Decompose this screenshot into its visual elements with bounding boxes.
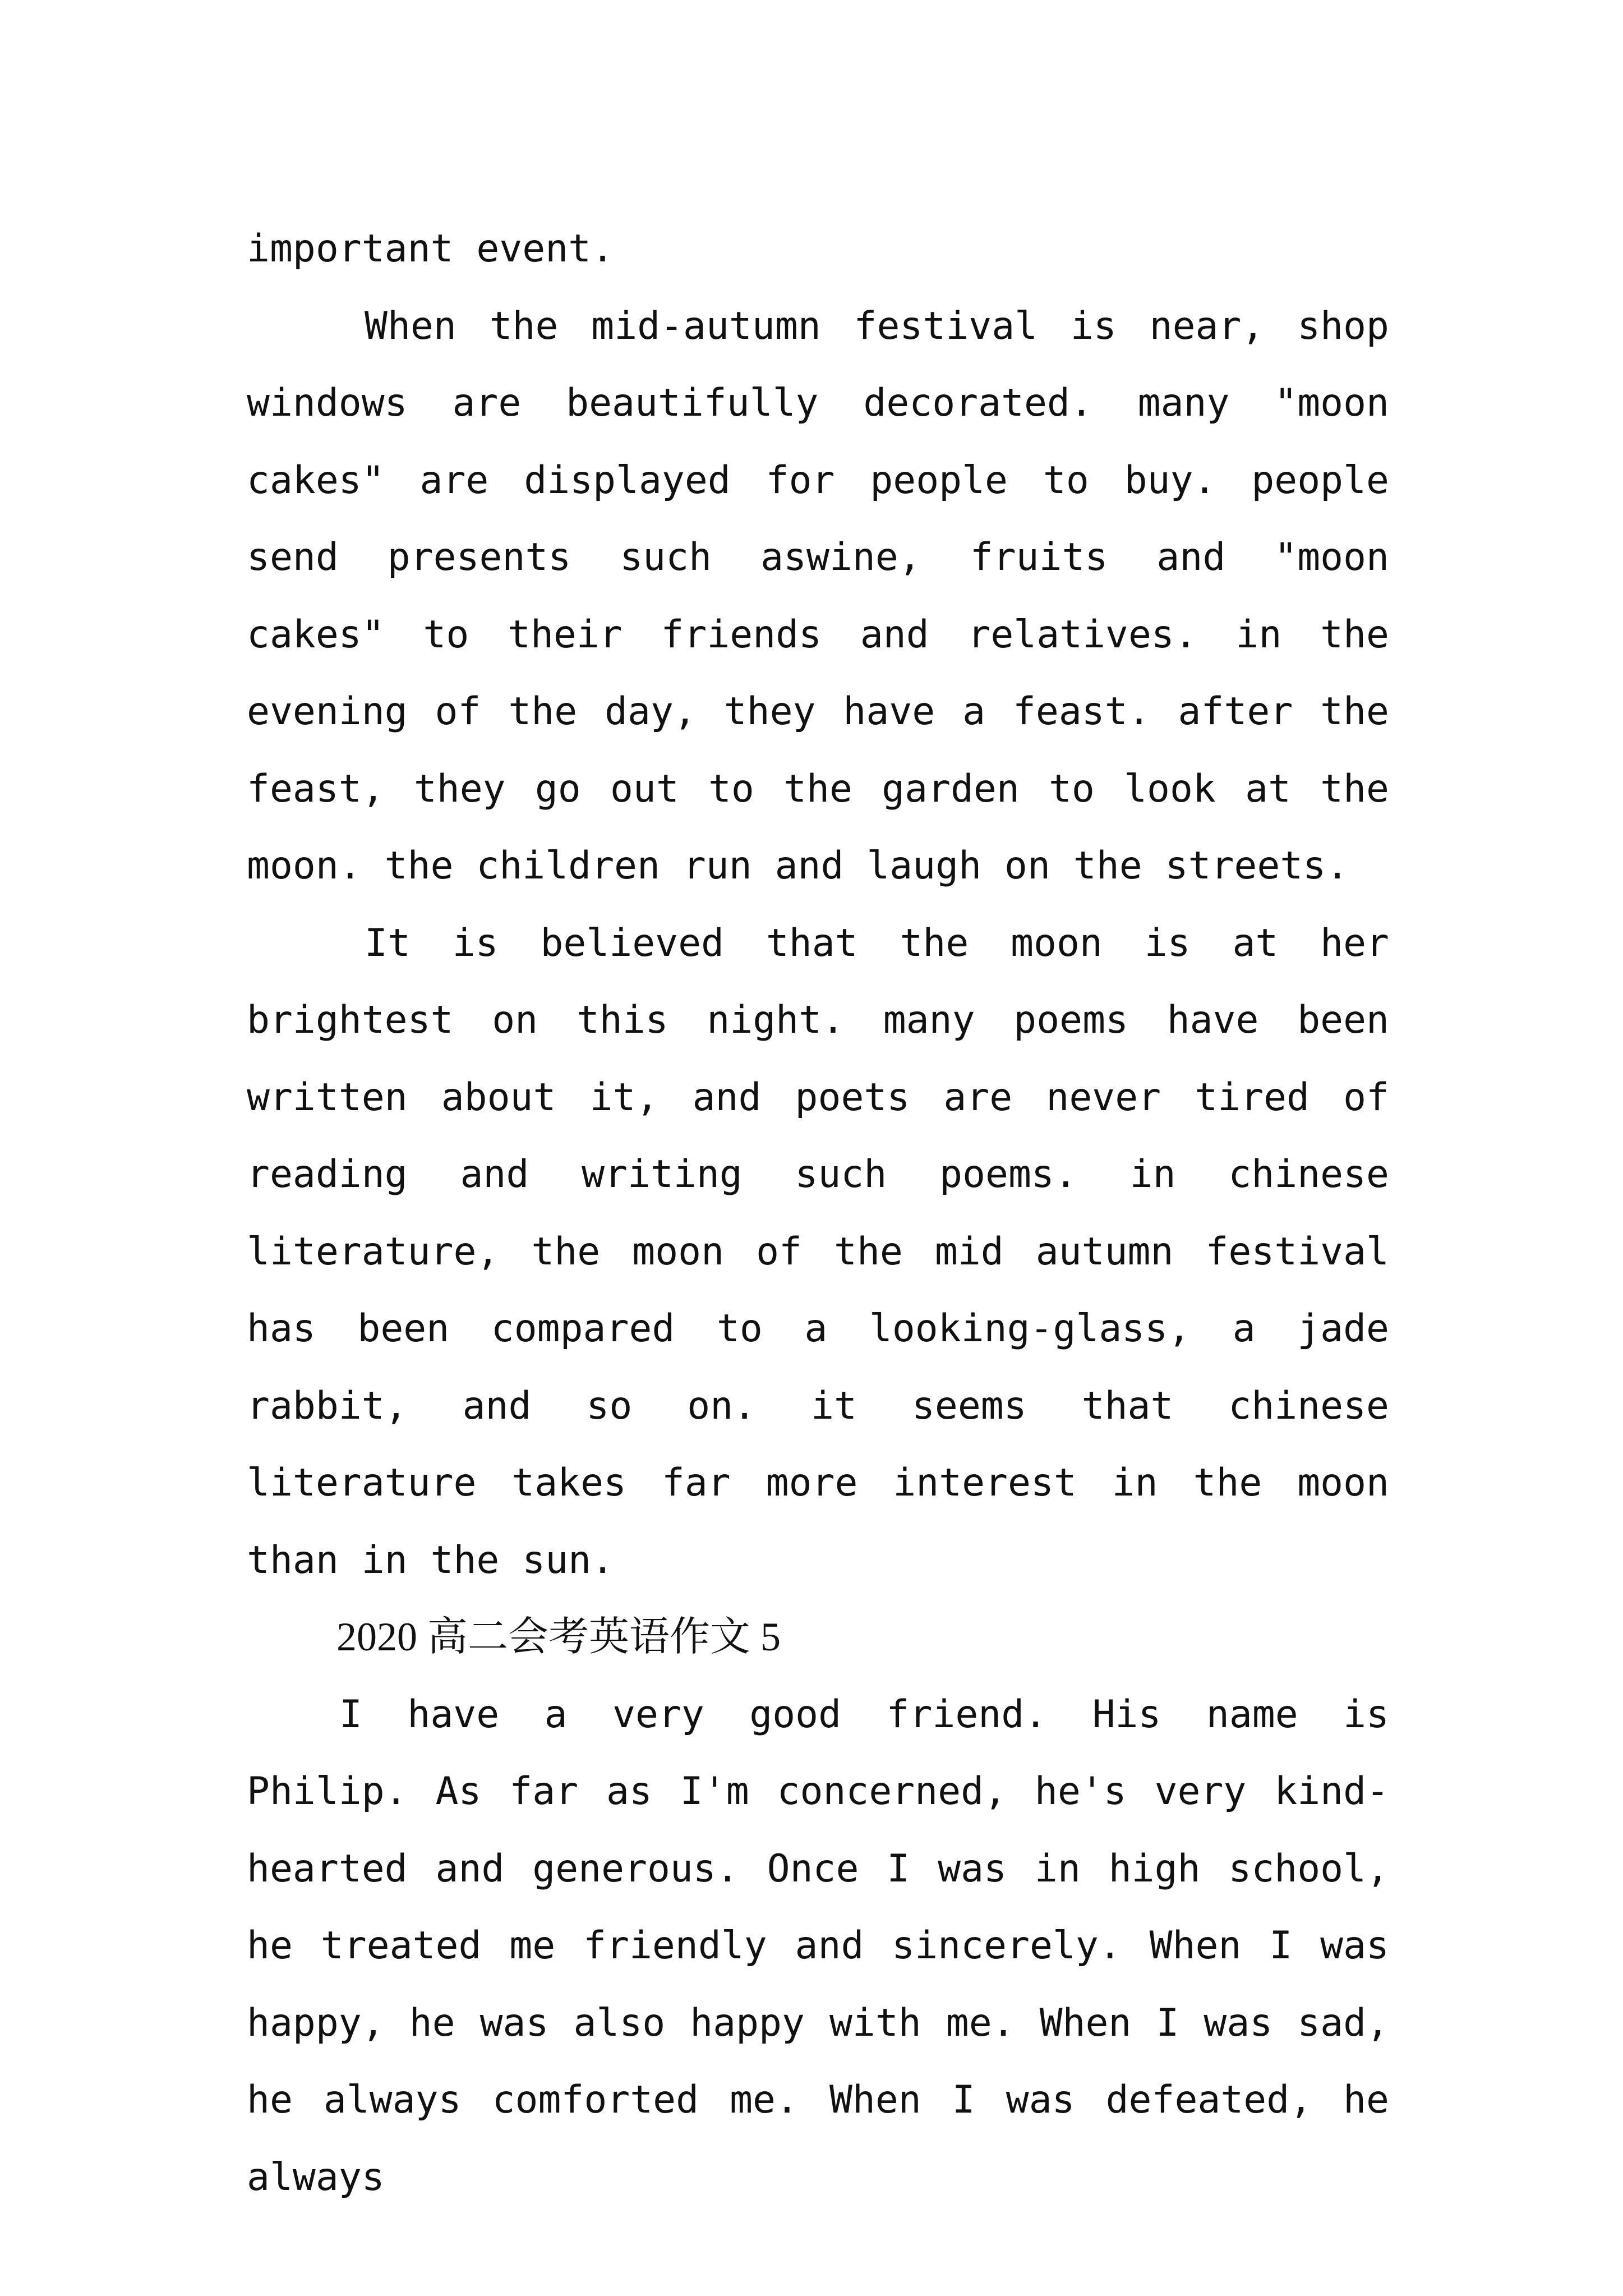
paragraph-friend-essay: I have a very good friend. His name is Philip. As far as I'm concerned, he's very kind-hearted and generous. Once I was in high school, he treated me friendly and sincerely. When I was happy, he was also happy with me. When I was sad, he always comforted me. When I was defeated, he always <box>247 1692 1389 2200</box>
paragraph-continuation: important event. <box>247 227 615 271</box>
paragraph-moon-poems: It is believed that the moon is at her brightest on this night. many poems have been written about it, and poets are never tired of reading and writing such poems. in chinese literature, the moon of the mid autumn festival has been compared to a looking-glass, a jade rabbit, and so on. it seems that chinese literature takes far more interest in the moon than in the sun. <box>247 921 1389 1582</box>
document-body <box>247 210 1389 2216</box>
paragraph-mid-autumn-description: When the mid-autumn festival is near, shop windows are beautifully decorated. many "moon cakes" are displayed for people to buy. people send presents such aswine, fruits and "moon cakes" to their friends and relatives. in the evening of the day, they have a feast. after the feast, they go out to the garden to look at the moon. the children run and laugh on the streets. <box>247 303 1389 888</box>
essay-heading: 2020 高二会考英语作文 5 <box>336 1614 781 1659</box>
